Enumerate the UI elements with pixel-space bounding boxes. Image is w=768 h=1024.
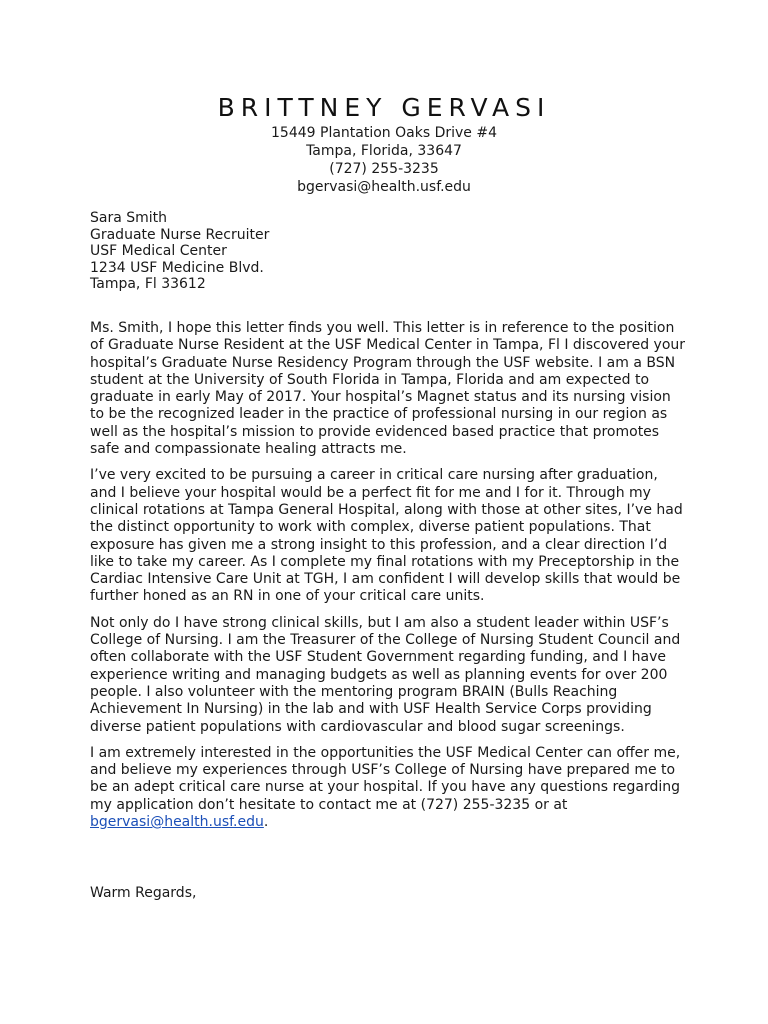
body-paragraph-1: Ms. Smith, I hope this letter finds you well. This letter is in reference to the position of Graduate Nurse Resident at the USF Medical Center in Tampa, Fl I discovered your hospital’s Graduate Nurse Residency Program through the USF website. I am a BSN student at the University of South Florida in Tampa, Florida and am expected to graduate in early May of 2017. Your hospital’s Magnet status and its nursing vision to be the recognized leader in the practice of professional nursing in our region as well as the hospital’s mission to provide evidenced based practice that promotes safe and compassionate healing attracts me. xyxy=(90,320,686,458)
body-paragraph-4 xyxy=(90,745,690,831)
letter-body xyxy=(90,320,690,840)
body-paragraph-2: I’ve very excited to be pursuing a career in critical care nursing after graduation, and I believe your hospital would be a perfect fit for me and I for it. Through my clinical rotations at Tampa General Hospital, along with those at other sites, I’ve had the distinct opportunity to work with complex, diverse patient populations. That exposure has given me a strong insight to this profession, and a clear direction I’d like to take my career. As I complete my final rotations with my Preceptorship in the Cardiac Intensive Care Unit at TGH, I am confident I will develop skills that would be further honed as an RN in one of your critical care units. xyxy=(90,467,683,605)
recipient-block xyxy=(90,210,690,293)
letter-header xyxy=(0,94,768,196)
final-paragraph-period: . xyxy=(263,814,269,831)
final-paragraph-text: I am extremely interested in the opportunities the USF Medical Center can offer me, and believe my experiences through USF’s College of Nursing have prepared me to be an adept critical care nurse at your hospital. If you have any questions regarding my application don’t hesitate to contact me at (727) 255-3235 or at xyxy=(90,744,681,813)
sender-address: 15449 Plantation Oaks Drive #4 xyxy=(271,125,497,141)
body-paragraph-3: Not only do I have strong clinical skills, but I am also a student leader within USF’s College of Nursing. I am the Treasurer of the College of Nursing Student Council and often collaborate with the USF Student Government regarding funding, and I have experience writing and managing budgets as well as planning events for over 200 people. I also volunteer with the mentoring program BRAIN (Bulls Reaching Achievement In Nursing) in the lab and with USF Health Service Corps providing diverse patient populations with cardiovascular and blood sugar screenings. xyxy=(90,614,681,735)
closing-salutation: Warm Regards, xyxy=(90,885,197,901)
sender-name: BRITTNEY GERVASI xyxy=(217,93,551,122)
email-link[interactable]: bgervasi@health.usf.edu xyxy=(90,814,264,831)
recipient-street: 1234 USF Medicine Blvd. xyxy=(90,259,264,276)
recipient-title: Graduate Nurse Recruiter xyxy=(90,226,270,243)
recipient-organization: USF Medical Center xyxy=(90,243,227,260)
recipient-name: Sara Smith xyxy=(90,210,168,226)
sender-city: Tampa, Florida, 33647 xyxy=(306,143,462,159)
sender-phone: (727) 255-3235 xyxy=(329,161,439,177)
sender-email: bgervasi@health.usf.edu xyxy=(297,179,471,195)
recipient-city: Tampa, Fl 33612 xyxy=(90,276,206,293)
